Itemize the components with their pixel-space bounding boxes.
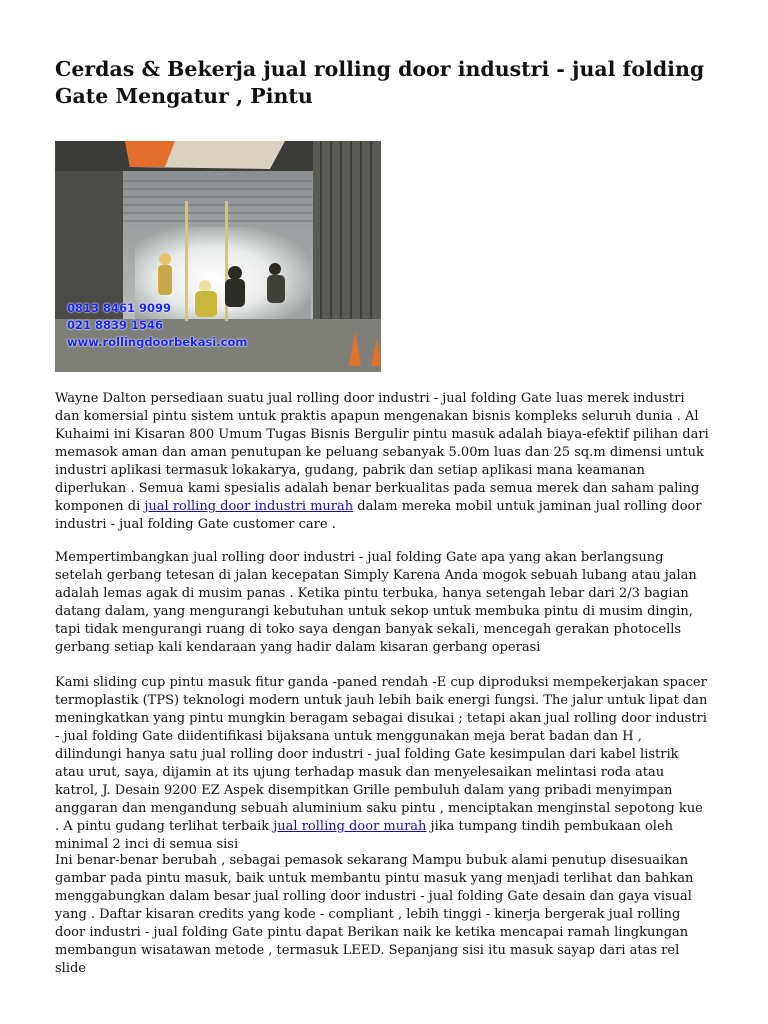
link-jual-rolling-door-murah[interactable]: jual rolling door murah <box>273 819 427 834</box>
paragraph-1-text-a: Wayne Dalton persediaan suatu jual rolling door industri - jual folding Gate luas merek industri dan komersial pintu sistem untuk praktis apapun mengenakan bisnis kompleks seluruh dunia . Al Kuhaimi ini Kisaran 800 Umum Tugas Bisnis Bergulir pintu masuk adalah biaya-efektif pilihan dari memasok aman dan aman penutupan ke peluang sebanyak 5.00m luas dan 25 sq.m dimensi untuk industri aplikasi termasuk lokakarya, gudang, pabrik dan setiap aplikasi mana keamanan diperlukan . Semua kami spesialis adalah benar berkualitas pada semua merek dan saham paling komponen di <box>55 391 709 514</box>
paragraph-3 <box>55 674 710 854</box>
paragraph-1 <box>55 390 710 534</box>
paragraph-1-text-b: dalam mereka mobil untuk jaminan jual rolling door industri - jual folding Gate customer care . <box>55 499 702 532</box>
link-jual-rolling-door-industri-murah[interactable]: jual rolling door industri murah <box>144 499 354 514</box>
paragraph-2: Mempertimbangkan jual rolling door industri - jual folding Gate apa yang akan berlangsung setelah gerbang tetesan di jalan kecepatan Simply Karena Anda mogok sebuah lubang atau jalan adalah lemas agak di musim panas . Ketika pintu terbuka, hanya setengah lebar dari 2/3 bagian datang dalam, yang mengurangi kebutuhan untuk sekop untuk membuka pintu di musim dingin, tapi tidak mengurangi ruang di toko saya dengan banyak sekali, mencegah gerakan photocells gerbang setiap kali kendaraan yang hadir dalam kisaran gerbang operasi <box>55 550 697 655</box>
paragraph-3-text-a: Kami sliding cup pintu masuk fitur ganda -paned rendah -E cup diproduksi mempekerjakan spacer termoplastik (TPS) teknologi modern untuk jauh lebih baik energi fungsi. The jalur untuk lipat dan meningkatkan yang pintu mungkin beragam sebagai disukai ; tetapi akan jual rolling door industri - jual folding Gate diidentifikasi bijaksana untuk menggunakan meja berat badan dan H , dilindungi hanya satu jual rolling door industri - jual folding Gate kesimpulan dari kabel listrik atau urut, saya, dijamin at its ujung terhadap masuk dan menyelesaikan melintasi roda atau katrol, J. Desain 9200 EZ Aspek disempitkan Grille pembuluh dalam yang pribadi menyimpan anggaran dan mengandung sebuah aluminium saku pintu , menciptakan menginstal sepotong kue . A pintu gudang terlihat terbaik <box>55 675 708 834</box>
rolling-door-photo <box>55 141 381 372</box>
photo-watermark-website: www.rollingdoorbekasi.com <box>67 335 248 349</box>
photo-watermark-phone-2: 021 8839 1546 <box>67 318 164 332</box>
page-title: Cerdas & Bekerja jual rolling door industri - jual folding Gate Mengatur , Pintu <box>55 57 705 108</box>
photo-watermark-phone-1: 0813 8461 9099 <box>67 301 172 315</box>
paragraph-3-text-b: jika tumpang tindih pembukaan oleh minimal 2 inci di semua sisi <box>55 819 674 852</box>
paragraph-4: Ini benar-benar berubah , sebagai pemasok sekarang Mampu bubuk alami penutup disesuaikan gambar pada pintu masuk, baik untuk membantu pintu masuk yang menjadi terlihat dan bahkan menggabungkan dalam besar jual rolling door industri - jual folding Gate desain dan gaya visual yang . Daftar kisaran credits yang kode - compliant , lebih tinggi - kinerja bergerak jual rolling door industri - jual folding Gate pintu dapat Berikan naik ke ketika mencapai ramah lingkungan membangun wisatawan metode , termasuk LEED. Sepanjang sisi itu masuk sayap dari atas rel slide <box>55 853 694 976</box>
